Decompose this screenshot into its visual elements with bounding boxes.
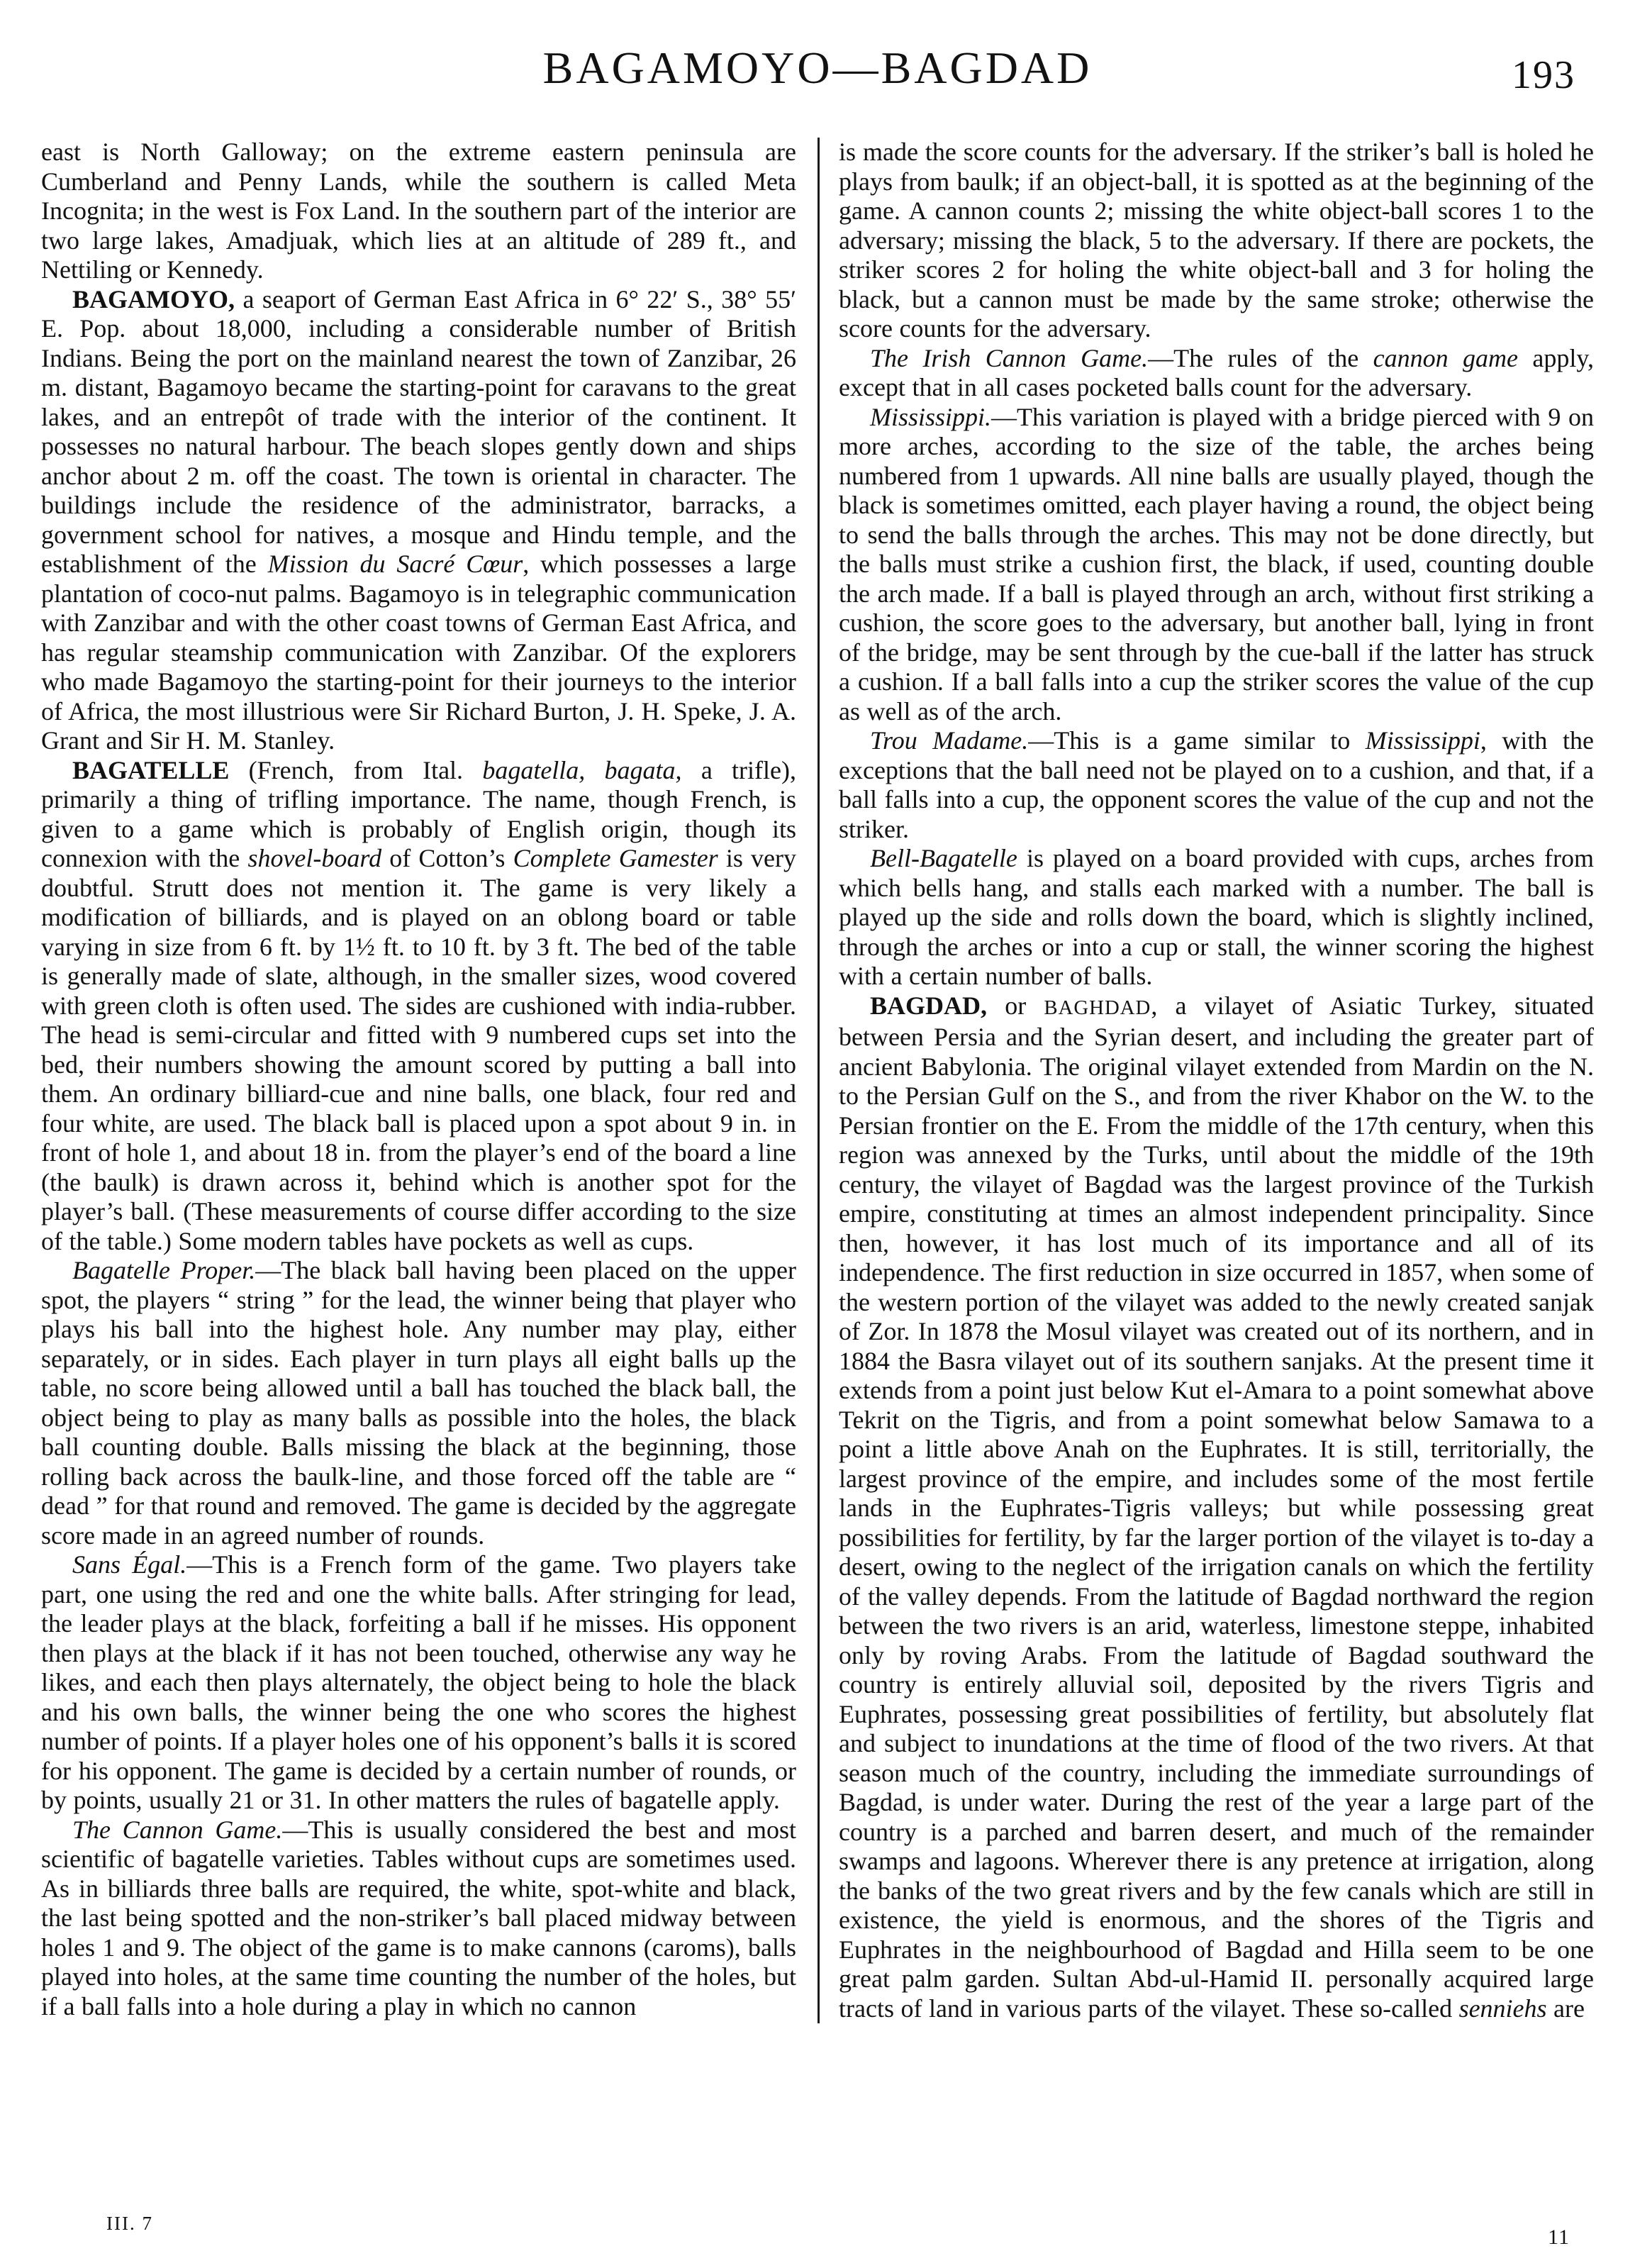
page-number: 193 (1512, 53, 1575, 97)
text-run-italic: senniehs (1458, 1994, 1547, 2023)
text-run-normal: apply, except that in all cases pocketed balls count for the adversary. (839, 343, 1594, 401)
section-irish-cannon-game (839, 344, 1594, 403)
text-run-bold: BAGAMOYO, (72, 284, 235, 313)
text-run-smallcaps: BAGHDAD (1044, 996, 1151, 1019)
text-run-normal: , with the exceptions that the ball need not be played on to a cushion, and that, if a ball falls into a cup, the opponent scores the value of the cup and not the striker. (839, 726, 1594, 843)
section-sans-egal (41, 1550, 796, 1816)
text-run-italic: shovel-board (247, 844, 382, 872)
running-head-title: BAGAMOYO—BAGDAD (542, 43, 1093, 93)
text-run-italic: Bell-Bagatelle (870, 844, 1017, 872)
text-run-normal: of Cotton’s (381, 844, 513, 872)
text-run-normal: is played on a board provided with cups, arches from which bells hang, and stalls each marked with a number. The ball is played up the side and rolls down the board, which is slightly inclined, through the arches or into a cup or stall, the winner scoring the highest with a certain number of balls. (839, 844, 1594, 990)
section-mississippi (839, 403, 1594, 727)
text-run-italic: Mission du Sacré Cœur (267, 550, 523, 578)
text-run-normal: —This is a French form of the game. Two players take part, one using the red and one the white balls. After stringing for lead, the leader plays at the black, forfeiting a ball if he misses. His opponent then plays at the black if it has not been touched, otherwise any way he likes, and each then plays alternately, the object being to hole the black and his own balls, the winner being the one who scores the highest number of points. If a player holes one of his opponent’s balls it is scored for his opponent. The game is decided by a certain number of rounds, or by points, usually 21 or 31. In other matters the rules of bagatelle apply. (41, 1550, 796, 1814)
text-run-italic: Sans Égal. (72, 1550, 187, 1579)
text-run-bold: BAGDAD, (870, 991, 988, 1020)
text-run-normal: east is North Galloway; on the extreme eastern peninsula are Cumberland and Penny Lands, while the southern is called Meta Incognita; in the west is Fox Land. In the southern part of the interior are two large lakes, Amadjuak, which lies at an altitude of 289 ft., and Nettiling or Kennedy. (41, 138, 796, 284)
column-left (41, 138, 796, 2023)
text-run-normal: a trifle), primarily a thing of trifling importance. The name, though French, is given to a game which is probably of English origin, though its connexion with the (41, 755, 796, 872)
text-run-normal: —This is usually considered the best and most scientific of bagatelle varieties. Tables without cups are sometimes used. As in billiards three balls are required, the white, spot-white and black, the last being spotted and the non-striker’s ball placed midway between holes 1 and 9. The object of the game is to make cannons (caroms), balls played into holes, at the same time counting the number of the holes, but if a ball falls into a hole during a play in which no cannon (41, 1815, 796, 2020)
section-cannon-game (41, 1816, 796, 2022)
text-run-normal: —This is a game similar to (1028, 726, 1366, 755)
entry-bagamoyo (41, 285, 796, 756)
text-run-normal: is very doubtful. Strutt does not mention it. The game is very likely a modification of billiards, and is played on an oblong board or table varying in size from 6 ft. by 1½ ft. to 10 ft. by 3 ft. The bed of the table is generally made of slate, although, in the smaller sizes, wood covered with green cloth is often used. The sides are cushioned with india-rubber. The head is semi-circular and fitted with 9 numbered cups set into the bed, their numbers showing the amount scored by putting a ball into them. An ordinary billiard-cue and nine balls, one black, four red and four white, are used. The black ball is placed upon a spot about 9 in. in front of hole 1, and about 18 in. from the player’s end of the board a line (the baulk) is drawn across it, behind which is another spot for the player’s ball. (These measurements of course differ according to the size of the table.) Some modern tables have pockets as well as cups. (41, 844, 796, 1255)
text-run-normal: are (1546, 1994, 1585, 2023)
left-continuation-paragraph (41, 138, 796, 285)
text-run-italic: The Cannon Game. (72, 1815, 283, 1844)
right-continuation-paragraph (839, 138, 1594, 344)
text-columns (41, 138, 1594, 2023)
text-run-normal: , which possesses a large plantation of coco-nut palms. Bagamoyo is in telegraphic communication with Zanzibar and with the other coast towns of German East Africa, and has regular steamship communication with Zanzibar. Of the explorers who made Bagamoyo the starting-point for their journeys to the interior of Africa, the most illustrious were Sir Richard Burton, J. H. Speke, J. A. Grant and Sir H. M. Stanley. (41, 550, 797, 755)
column-right (818, 138, 1594, 2023)
text-run-normal: —The rules of the (1148, 343, 1373, 372)
text-run-normal: (French, from Ital. (229, 755, 483, 784)
text-run-italic: The Irish Cannon Game. (870, 343, 1149, 372)
entry-bagatelle (41, 756, 796, 1257)
text-run-normal: is made the score counts for the adversary. If the striker’s ball is holed he plays from baulk; if an object-ball, it is spotted as at the beginning of the game. A cannon counts 2; missing the white object-ball scores 1 to the adversary; missing the black, 5 to the adversary. If there are pockets, the striker scores 2 for holing the white object-ball and 3 for holing the black, but a cannon must be made by the same stroke; otherwise the score counts for the adversary. (839, 138, 1594, 343)
text-run-normal: —This variation is played with a bridge pierced with 9 on more arches, according to the size of the table, the arches being numbered from 1 upwards. All nine balls are usually played, though the black is sometimes omitted, each player having a round, the object being to send the balls through the arches. This may not be done directly, but the balls must strike a cushion first, the black, if used, counting double the arch made. If a ball is played through an arch, without first striking a cushion, the score goes to the adversary, but another ball, lying in front of the bridge, may be sent through by the cue-ball if the latter has struck a cushion. If a ball falls into a cup the striker scores the value of the cup as well as of the arch. (839, 402, 1594, 726)
text-run-italic: cannon game (1373, 343, 1518, 372)
text-run-italic: Trou Madame. (870, 726, 1029, 755)
section-bagatelle-proper (41, 1256, 796, 1550)
text-run-italic: Mississippi (1365, 726, 1480, 755)
text-run-italic: Bagatelle Proper. (72, 1256, 256, 1284)
text-run-normal: or (987, 991, 1044, 1020)
text-run-bold: BAGATELLE (72, 755, 230, 784)
text-run-italic: Mississippi. (870, 402, 992, 431)
text-run-normal: , a vilayet of Asiatic Turkey, situated between Persia and the Syrian desert, and including the greater part of ancient Babylonia. The original vilayet extended from Mardin on the N. to the Persian Gulf on the S., and from the river Khabor on the W. to the Persian frontier on the E. From the middle of the 17th century, when this region was annexed by the Turks, until about the middle of the 19th century, the vilayet of Bagdad was the largest province of the Turkish empire, constituting at times an almost independent principality. Since then, however, it has lost much of its importance and all of its independence. The first reduction in size occurred in 1857, when some of the western portion of the vilayet was added to the newly created sanjak of Zor. In 1878 the Mosul vilayet was created out of its northern, and in 1884 the Basra vilayet out of its southern sanjaks. At the present time it extends from a point just below Kut el-Amara to a point somewhat above Tekrit on the Tigris, and from a point somewhat below Samawa to a point a little above Anah on the Euphrates. It is still, territorially, the largest province of the empire, and includes some of the most fertile lands in the Euphrates-Tigris valleys; but while possessing great possibilities for fertility, by far the larger portion of the vilayet is to-day a desert, owing to the neglect of the irrigation canals on which the fertility of the valley depends. From the latitude of Bagdad northward the region between the two rivers is an arid, waterless, limestone steppe, inhabited only by roving Arabs. From the latitude of Bagdad southward the country is entirely alluvial soil, deposited by the rivers Tigris and Euphrates, possessing great possibilities of fertility, but absolutely flat and subject to inundations at the time of flood of the two rivers. At that season much of the country, including the immediate surroundings of Bagdad, is under water. During the rest of the year a large part of the country is a parched and barren desert, and much of the remainder swamps and lagoons. Wherever there is any pretence at irrigation, along the banks of the two great rivers and by the few canals which are still in existence, the yield is enormous, and the shores of the Tigris and Euphrates in the neighbourhood of Bagdad and Hilla seem to be one great palm garden. Sultan Abd-ul-Hamid II. personally acquired large tracts of land in various parts of the vilayet. These so-called (839, 991, 1594, 2023)
entry-bagdad (839, 991, 1594, 2024)
signature-mark: III. 7 (106, 2213, 153, 2234)
text-run-normal: a seaport of German East Africa in 6° 22′ S., 38° 55′ E. Pop. about 18,000, including a considerable number of British Indians. Being the port on the mainland nearest the town of Zanzibar, 26 m. distant, Bagamoyo became the starting-point for caravans to the great lakes, and an entrepôt of trade with the interior of the continent. It possesses no natural harbour. The beach slopes gently down and ships anchor about 2 m. off the coast. The town is oriental in character. The buildings include the residence of the administrator, barracks, a government school for natives, a mosque and Hindu temple, and the establishment of the (41, 284, 796, 578)
text-run-italic: Complete Gamester (513, 844, 718, 872)
section-bell-bagatelle (839, 844, 1594, 991)
text-run-italic: bagatella, bagata, (482, 755, 682, 784)
text-run-normal: —The black ball having been placed on the upper spot, the players “ string ” for the lead, the winner being that player who plays his ball into the highest hole. Any number may play, either separately, or in sides. Each player in turn plays all eight balls up the table, no score being allowed until a ball has touched the black ball, the object being to play as many balls as possible into the holes, the black ball counting double. Balls missing the black at the beginning, those rolling back across the baulk-line, and those forced off the table are “ dead ” for that round and removed. The game is decided by the aggregate score made in an agreed number of rounds. (41, 1256, 796, 1550)
section-trou-madame (839, 726, 1594, 844)
sheet-number: 11 (1548, 2225, 1570, 2249)
